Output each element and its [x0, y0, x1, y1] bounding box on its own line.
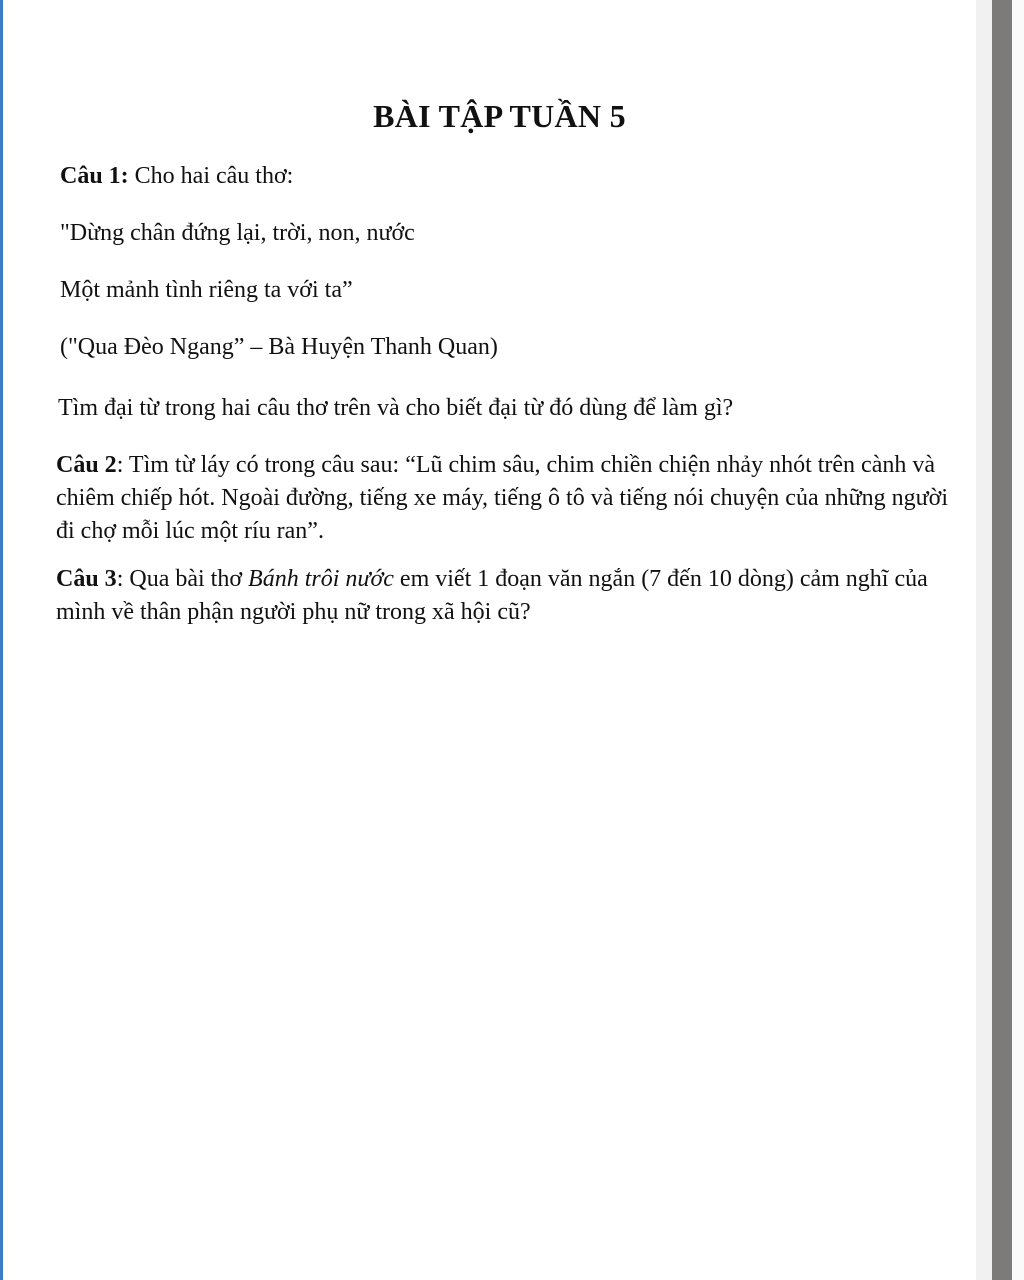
page-gutter: [976, 0, 992, 1280]
question-3-text-before: : Qua bài thơ: [116, 566, 249, 592]
question-2-label: Câu 2: [56, 452, 117, 478]
verse-source: ("Qua Đèo Ngang” – Bà Huyện Thanh Quan): [60, 334, 498, 360]
verse-line-2: Một mảnh tình riêng ta với ta”: [60, 277, 353, 303]
page-title: BÀI TẬP TUẦN 5: [373, 98, 626, 134]
window-right-edge: [1012, 0, 1024, 1280]
question-3-text-after: em viết 1 đoạn văn ngắn (7 đến 10 dòng) cảm nghĩ của mình về thân phận người phụ nữ trong xã hội cũ?: [56, 566, 928, 625]
question-3-label: Câu 3: [56, 566, 117, 592]
document-page: [3, 0, 976, 1280]
page-edge-shadow: [992, 0, 1012, 1280]
question-2: [56, 449, 956, 548]
question-1-task: Tìm đại từ trong hai câu thơ trên và cho biết đại từ đó dùng để làm gì?: [58, 395, 734, 421]
verse-line-1: "Dừng chân đứng lại, trời, non, nước: [60, 220, 415, 246]
question-3: [56, 563, 936, 629]
question-2-text: : Tìm từ láy có trong câu sau: “Lũ chim sâu, chim chiền chiện nhảy nhót trên cành và chiêm chiếp hót. Ngoài đường, tiếng xe máy, tiếng ô tô và tiếng nói chuyện của những người đi chợ mỗi lúc một ríu ran”.: [56, 452, 948, 544]
question-1-heading: [60, 160, 293, 193]
question-1-intro: Cho hai câu thơ:: [128, 163, 294, 189]
poem-title: Bánh trôi nước: [248, 566, 394, 592]
question-1-label: Câu 1:: [60, 163, 129, 189]
